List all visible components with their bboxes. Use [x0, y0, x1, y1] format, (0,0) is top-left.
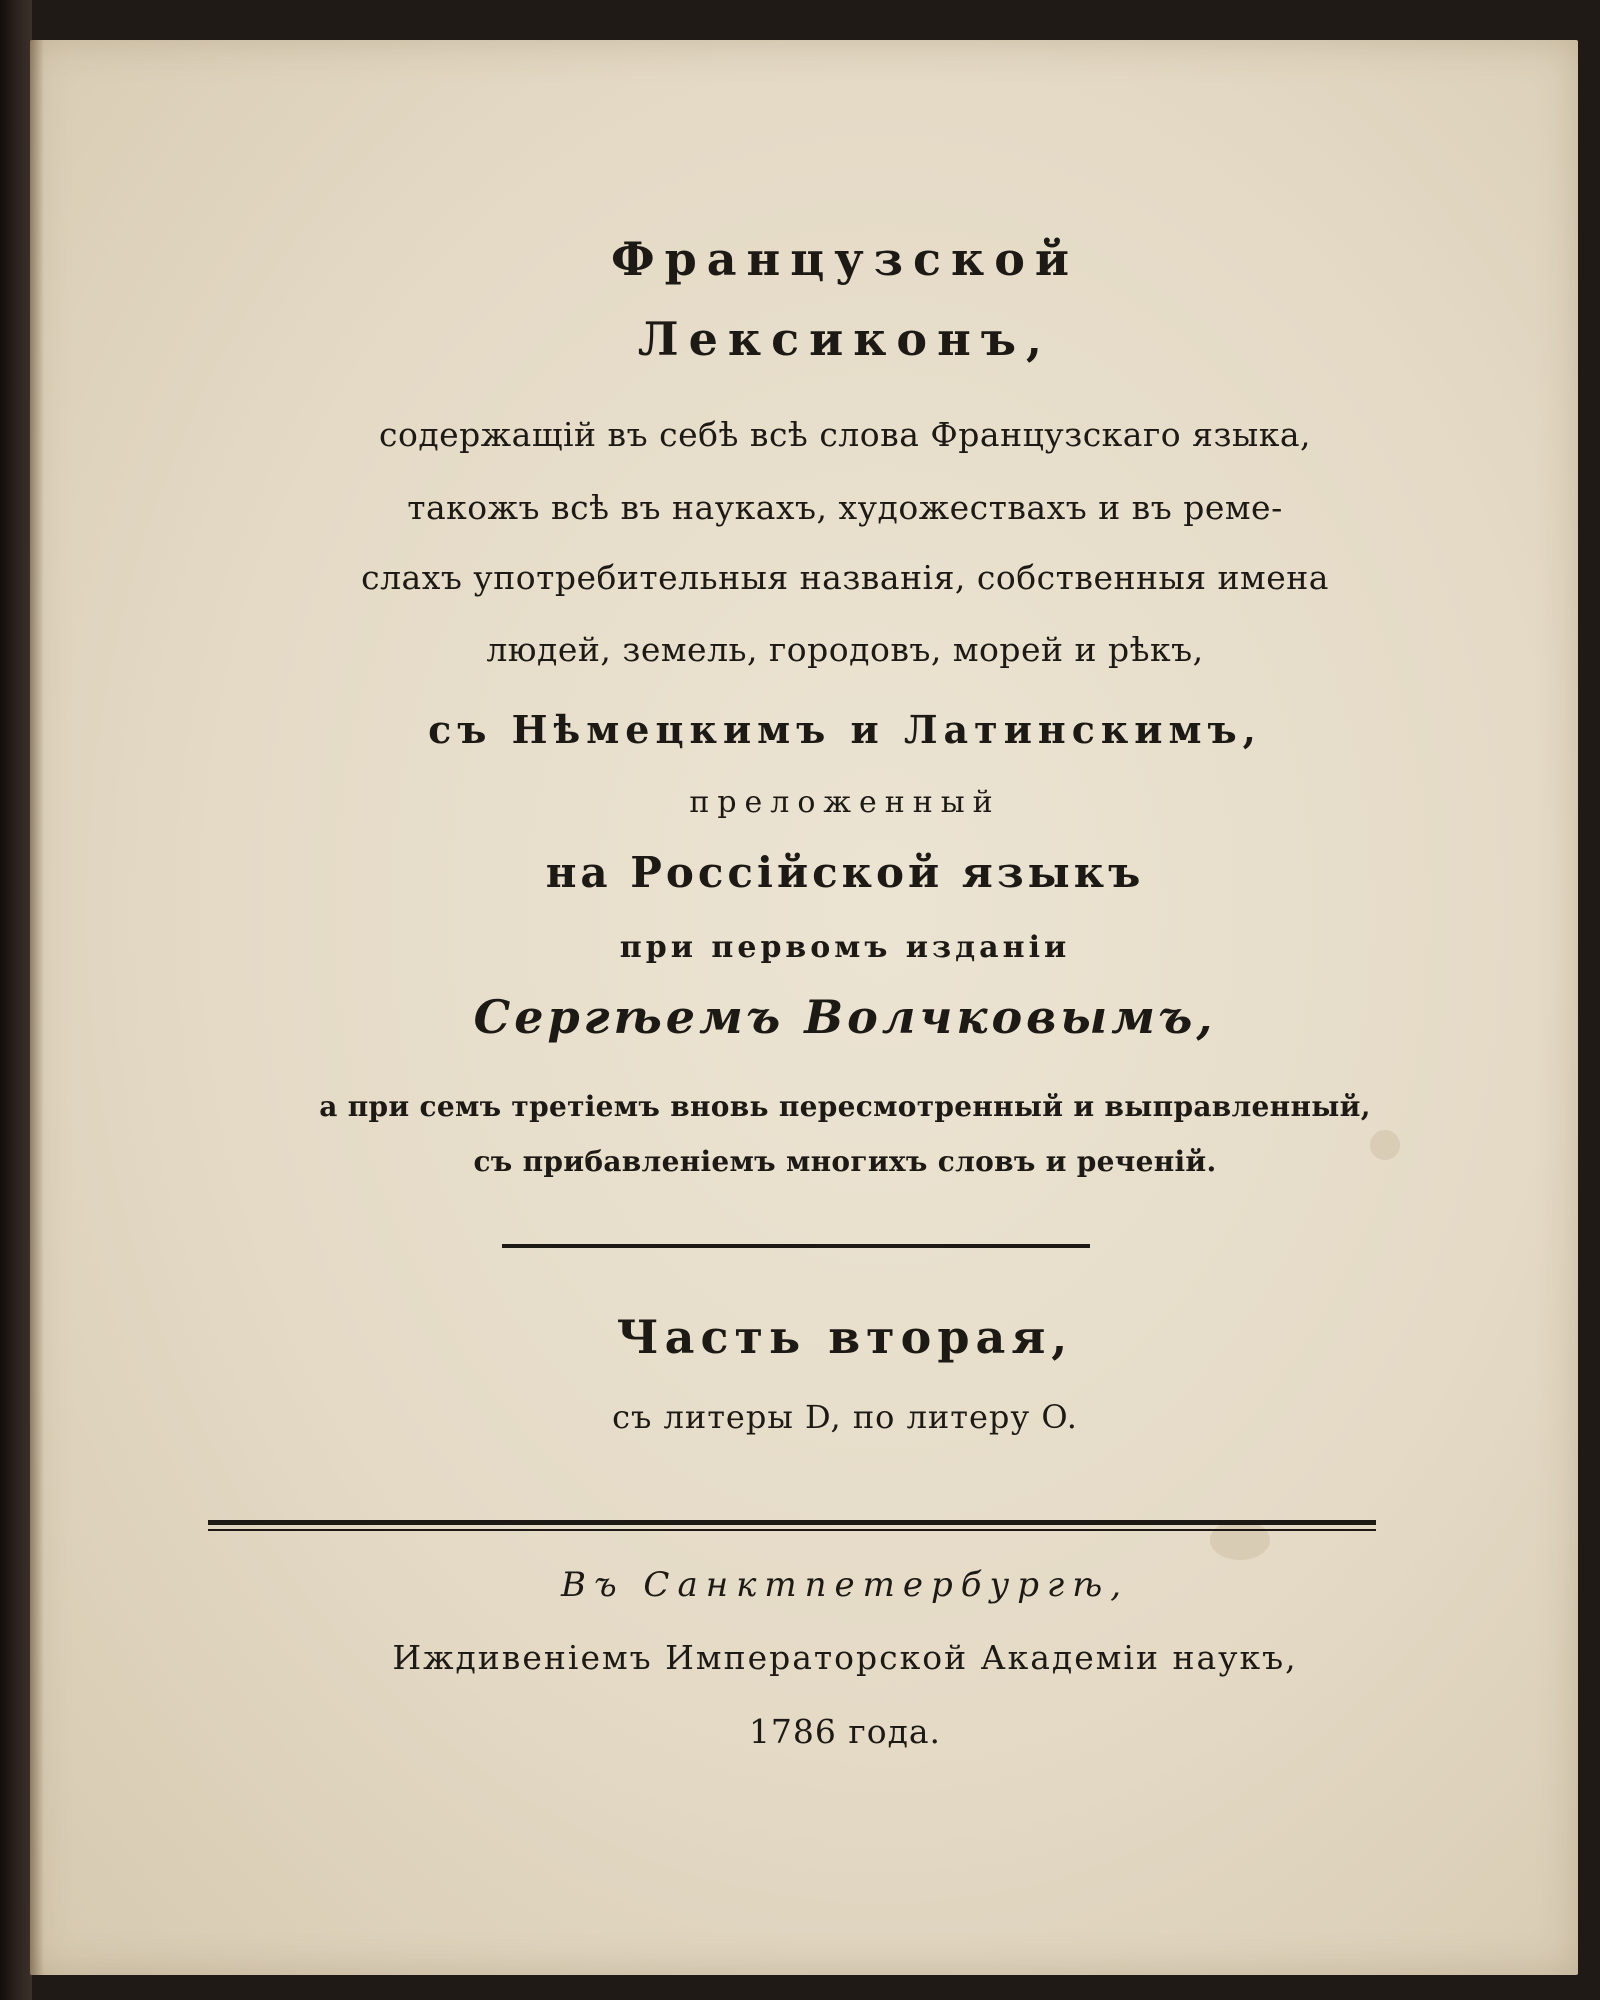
target-language-line: на Россійской языкъ	[545, 848, 1145, 897]
description-line-3: слахъ употребительныя названія, собственныя имена	[361, 558, 1329, 597]
book-binding	[0, 0, 32, 2000]
letters-range: съ литеры D, по литеру O.	[612, 1398, 1078, 1436]
description-line-4: людей, земель, городовъ, морей и рѣкъ,	[486, 630, 1204, 669]
imprint-year: 1786 года.	[748, 1712, 942, 1751]
description-line-1: содержащій въ себѣ всѣ слова Французскаго языка,	[378, 415, 1312, 454]
translated-line: преложенный	[689, 785, 1001, 820]
description-line-2: такожъ всѣ въ наукахъ, художествахъ и въ реме-	[407, 488, 1283, 527]
translator-name: Сергѣемъ Волчковымъ,	[473, 990, 1217, 1044]
imprint-publisher: Иждивеніемъ Императорской Академіи наукъ,	[392, 1638, 1298, 1677]
languages-line: съ Нѣмецкимъ и Латинскимъ,	[428, 707, 1262, 752]
double-rule-thick	[208, 1520, 1376, 1525]
paper-stain	[1210, 1520, 1270, 1560]
imprint-place: Въ Санктпетербургѣ,	[560, 1565, 1130, 1605]
revision-note-line-2: съ прибавленіемъ многихъ словъ и реченій.	[473, 1145, 1217, 1178]
title-line-1: Французской	[610, 232, 1080, 286]
section-divider	[502, 1244, 1090, 1248]
part-heading: Часть вторая,	[616, 1310, 1074, 1364]
title-line-2: Лексиконъ,	[637, 312, 1053, 366]
first-edition-line: при первомъ изданіи	[619, 930, 1071, 965]
double-rule-thin	[208, 1529, 1376, 1531]
revision-note-line-1: а при семъ третіемъ вновь пересмотренный и выправленный,	[319, 1090, 1371, 1123]
page-gutter-shadow	[30, 40, 44, 1975]
